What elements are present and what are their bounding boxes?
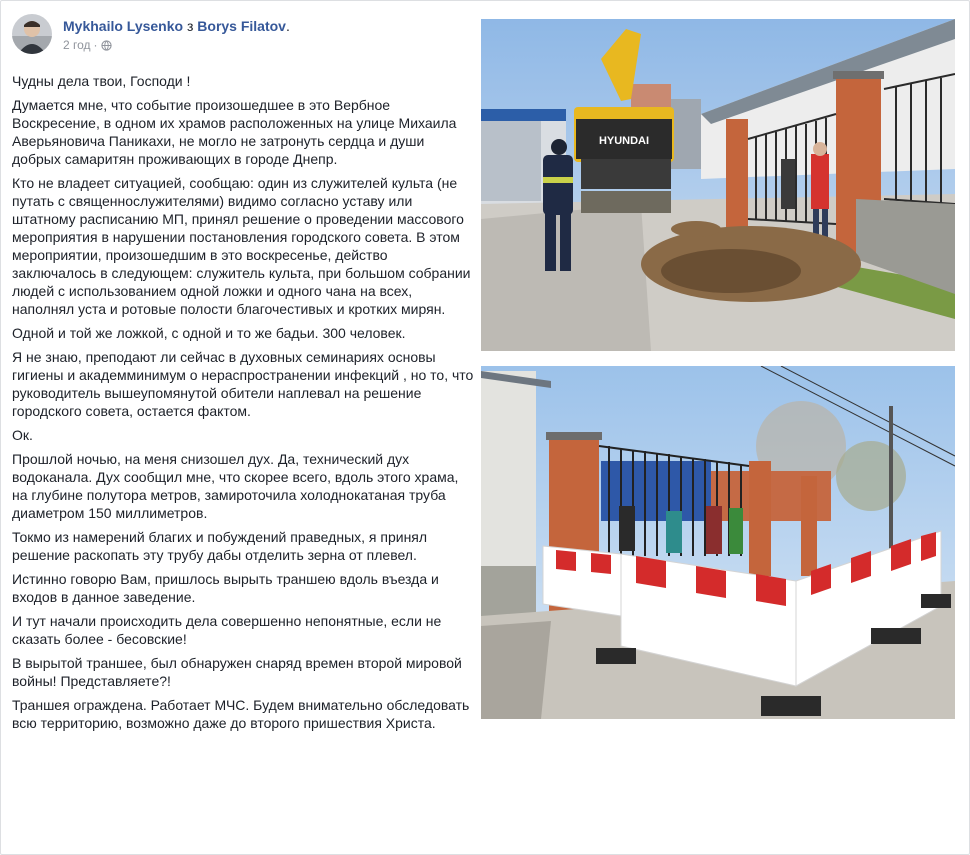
tagged-person-link[interactable]: Borys Filatov — [197, 18, 286, 34]
post-meta — [63, 38, 112, 52]
post-paragraph: Кто не владеет ситуацией, сообщаю: один из служителей культа (не путать с священнослужителями) видимо согласно уставу или штатному расписанию МП, принял решение о проведении массового мероприятия в нарушении постановления городского совета. В этом мероприятии, произошедшим в это воскресенье, действо заключалось в следующем: служитель культа, при большом собрании людей с использованием одной ложки и одного чана на всех, наполнял уста и ротовые полости благочестивых и кротких мирян. — [12, 175, 471, 317]
post-paragraph: Я не знаю, преподают ли сейчас в духовных семинариях основы гигиены и академминимум о нераспространении инфекций , но то, что руководитель вышеупомянутой обители наплевал на решение городского совета, остается фактом. — [12, 349, 474, 419]
post-paragraph: В вырытой траншее, был обнаружен снаряд времен второй мировой войны! Представляете?! — [12, 655, 462, 689]
post-paragraph: Прошлой ночью, на меня снизошел дух. Да, технический дух водоканала. Дух сообщил мне, что скорее всего, вдоль этого храма, на глубине полутора метров, замироточила холоднокатаная труба диаметром 150 миллиметров. — [12, 451, 459, 521]
excavator-brand-label: HYUNDAI — [598, 135, 650, 147]
post-paragraph: Токмо из намерений благих и побуждений праведных, я принял решение раскопать эту трубу дабы отделить зерна от плевел. — [12, 529, 428, 563]
meta-separator: · — [93, 38, 98, 52]
post-paragraph: Траншея ограждена. Работает МЧС. Будем внимательно обследовать всю территорию, возможно даже до второго пришествия Христа. — [12, 697, 470, 731]
author-name-link[interactable]: Mykhailo Lysenko — [63, 18, 184, 34]
post-paragraph: И тут начали происходить дела совершенно непонятные, если не сказать более - бесовские! — [12, 613, 442, 647]
photo-excavation[interactable] — [481, 19, 955, 351]
post-paragraph: Думается мне, что событие произошедшее в это Вербное Воскресение, в одном их храмов расположенных на улице Михаила Аверьяновича Паникахи, не могло не затронуть сердца и души добрых самаритян проживающих в городе Днепр. — [12, 97, 457, 167]
with-conjunction: з — [186, 18, 194, 34]
globe-icon[interactable] — [101, 40, 112, 51]
photo-fenced-trench[interactable] — [481, 366, 955, 719]
author-line-period: . — [285, 18, 290, 34]
post-paragraph: Чудны дела твои, Господи ! — [12, 73, 191, 89]
post-paragraph: Ок. — [12, 427, 33, 443]
author-line — [63, 18, 290, 34]
post-text — [12, 72, 474, 738]
post-timestamp[interactable]: 2 год — [63, 38, 91, 52]
post-paragraph: Одной и той же ложкой, с одной и то же бадьи. 300 человек. — [12, 325, 406, 341]
author-avatar[interactable] — [12, 14, 52, 54]
post-paragraph: Истинно говорю Вам, пришлось вырыть траншею вдоль въезда и входов в данное заведение. — [12, 571, 439, 605]
